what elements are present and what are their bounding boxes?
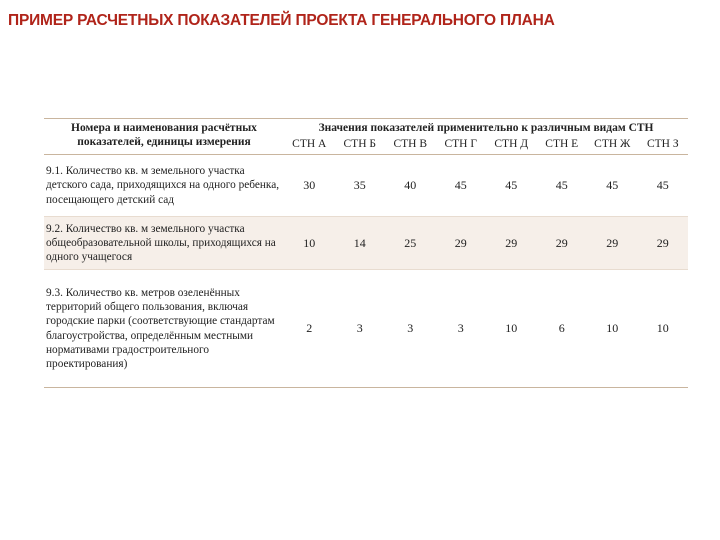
table-cell: 29 bbox=[587, 217, 638, 270]
row-indicator-name: 9.3. Количество кв. метров озеленённых территорий общего пользования, включая городские парки (соответствующие стандартам благоустройства, определённым местными нормативами градостроительного проектирования) bbox=[46, 286, 275, 370]
table-cell: 3 bbox=[407, 321, 414, 335]
row-indicator-name: 9.1. Количество кв. м земельного участка детского сада, приходящихся на одного ребенка, посещающего детский сад bbox=[46, 165, 280, 206]
table-cell: 6 bbox=[558, 321, 565, 335]
table-cell: 45 bbox=[606, 178, 619, 192]
column-header: СТН Ж bbox=[594, 138, 631, 150]
indicators-table bbox=[44, 118, 688, 388]
table-row bbox=[44, 270, 688, 388]
table-cell: 45 bbox=[505, 178, 518, 192]
table-cell: 29 bbox=[436, 217, 487, 270]
table-header-row bbox=[44, 119, 688, 136]
column-header: СТН Д bbox=[494, 138, 529, 150]
column-header: СТН З bbox=[646, 138, 679, 150]
table-row bbox=[44, 217, 688, 270]
table-row bbox=[44, 155, 688, 217]
table-cell: 3 bbox=[457, 321, 464, 335]
table-cell: 10 bbox=[284, 217, 335, 270]
column-header: СТН Б bbox=[343, 138, 376, 150]
table-cell: 2 bbox=[306, 321, 313, 335]
table-cell: 29 bbox=[486, 217, 537, 270]
slide-title: ПРИМЕР РАСЧЕТНЫХ ПОКАЗАТЕЛЕЙ ПРОЕКТА ГЕНЕРАЛЬНОГО ПЛАНА bbox=[8, 12, 555, 29]
table-cell: 29 bbox=[638, 217, 689, 270]
table-cell: 10 bbox=[505, 321, 518, 335]
table-cell: 35 bbox=[353, 178, 366, 192]
table-cell: 10 bbox=[656, 321, 669, 335]
header-indicator-name: Номера и наименования расчётных показателей, единицы измерения bbox=[44, 119, 284, 155]
table-cell: 14 bbox=[335, 217, 386, 270]
table-cell: 30 bbox=[303, 178, 316, 192]
table-cell: 3 bbox=[356, 321, 363, 335]
table-cell: 40 bbox=[404, 178, 417, 192]
indicators-table-container bbox=[44, 118, 688, 388]
table-cell: 25 bbox=[385, 217, 436, 270]
table-cell: 45 bbox=[454, 178, 467, 192]
table-cell: 29 bbox=[537, 217, 588, 270]
column-header: СТН А bbox=[292, 138, 327, 150]
row-indicator-name: 9.2. Количество кв. м земельного участка общеобразовательной школы, приходящихся на одного учащегося bbox=[44, 217, 284, 270]
column-header: СТН Е bbox=[545, 138, 579, 150]
column-header: СТН Г bbox=[444, 138, 478, 150]
table-cell: 45 bbox=[555, 178, 568, 192]
column-header: СТН В bbox=[393, 138, 428, 150]
table-cell: 45 bbox=[656, 178, 669, 192]
table-cell: 10 bbox=[606, 321, 619, 335]
header-values-group: Значения показателей применительно к различным видам СТН bbox=[284, 119, 688, 136]
